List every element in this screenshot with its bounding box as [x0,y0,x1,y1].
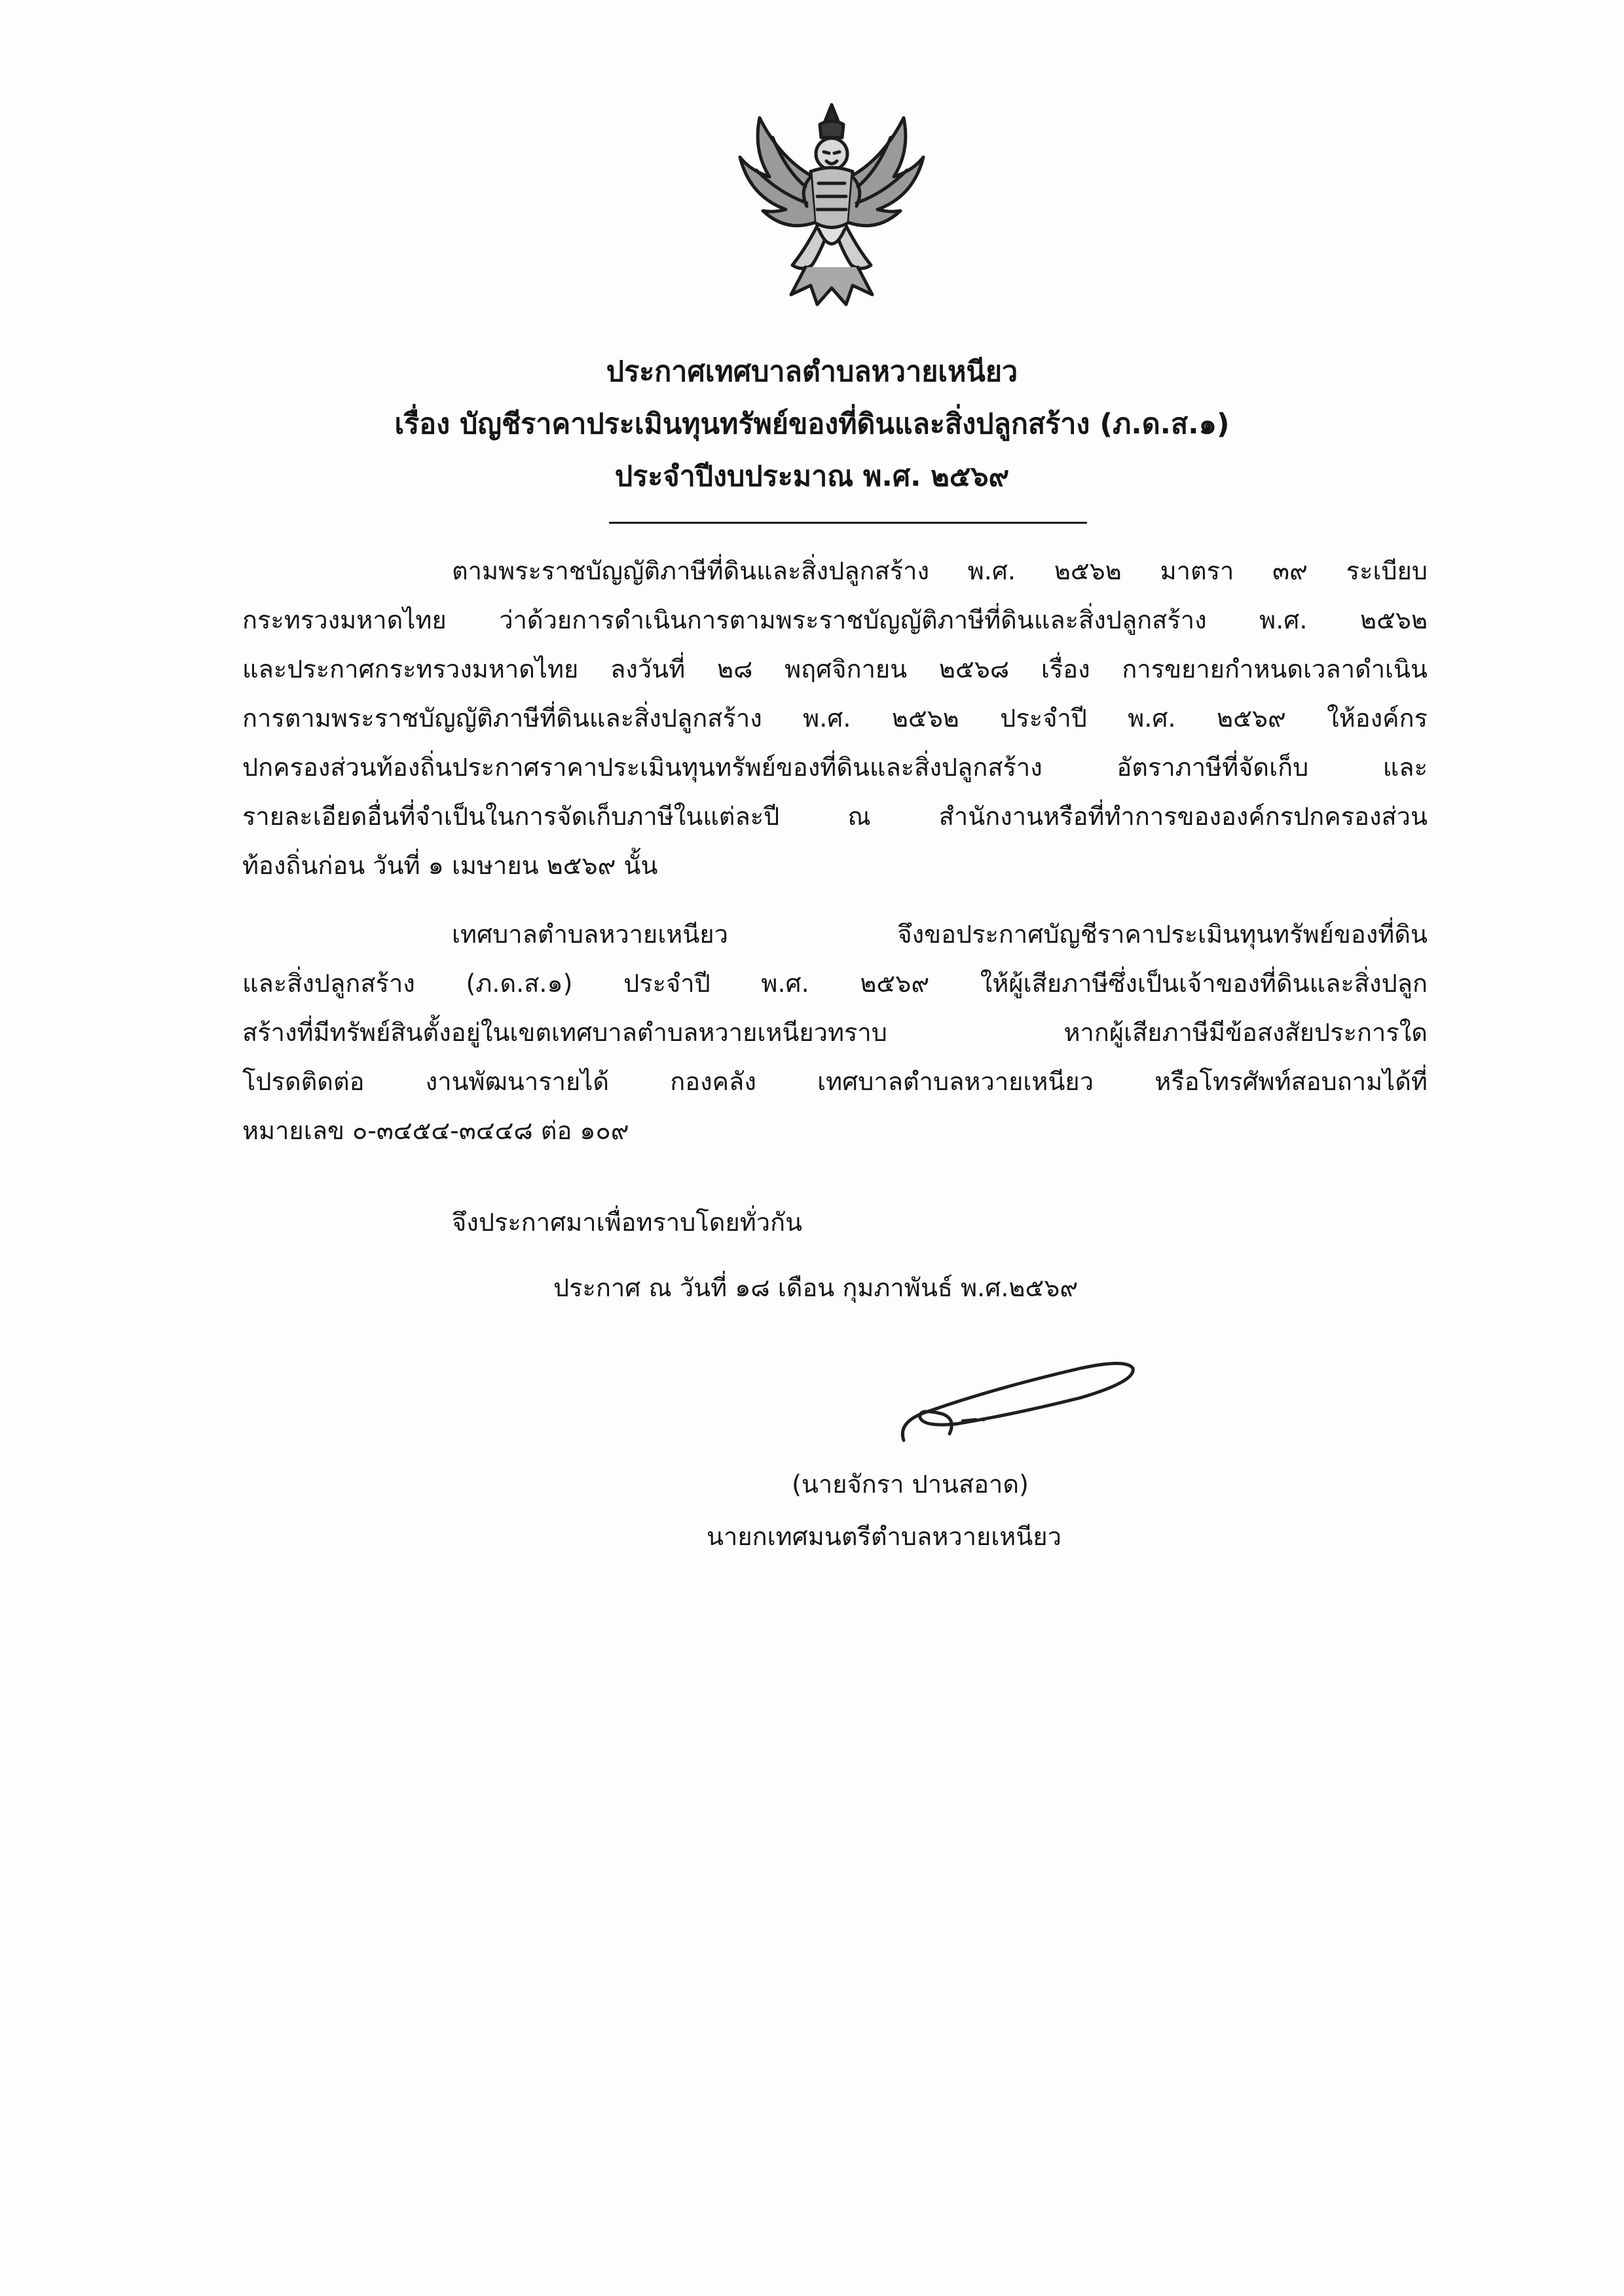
announcement-date: ประกาศ ณ วันที่ ๑๘ เดือน กุมภาพันธ์ พ.ศ.๒๕๖๙ [553,1273,1079,1302]
paragraph-2-line: สร้างที่มีทรัพย์สินตั้งอยู่ในเขตเทศบาลตำบลหวายเหนียวทราบ หากผู้เสียภาษีมีข้อสงสัยประการใด [242,1018,1428,1047]
paragraph-1-line: กระทรวงมหาดไทย ว่าด้วยการดำเนินการตามพระราชบัญญัติภาษีที่ดินและสิ่งปลูกสร้าง พ.ศ. ๒๕๖๒ [242,606,1428,634]
paragraph-1-line: ตามพระราชบัญญัติภาษีที่ดินและสิ่งปลูกสร้าง พ.ศ. ๒๕๖๒ มาตรา ๓๙ ระเบียบ [452,556,1428,585]
signer-name: (นายจักรา ปานสอาด) [792,1470,1029,1499]
paragraph-1-line: การตามพระราชบัญญัติภาษีที่ดินและสิ่งปลูกสร้าง พ.ศ. ๒๕๖๒ ประจำปี พ.ศ. ๒๕๖๙ ให้องค์กร [242,704,1428,733]
paragraph-2-line: เทศบาลตำบลหวายเหนียว จึงขอประกาศบัญชีราคาประเมินทุนทรัพย์ของที่ดิน [452,920,1428,949]
paragraph-2-line: และสิ่งปลูกสร้าง (ภ.ด.ส.๑) ประจำปี พ.ศ. ๒๕๖๙ ให้ผู้เสียภาษีซึ่งเป็นเจ้าของที่ดินและสิ่งปลูก [242,969,1428,998]
paragraph-1-line: ปกครองส่วนท้องถิ่นประกาศราคาประเมินทุนทรัพย์ของที่ดินและสิ่งปลูกสร้าง อัตราภาษีที่จัดเก็บ และ [242,753,1428,782]
paragraph-1-line: รายละเอียดอื่นที่จำเป็นในการจัดเก็บภาษีในแต่ละปี ณ สำนักงานหรือที่ทำการขององค์กรปกครองส่วน [242,802,1428,831]
announcement-subject: เรื่อง บัญชีราคาประเมินทุนทรัพย์ของที่ดินและสิ่งปลูกสร้าง (ภ.ด.ส.๑) [394,408,1230,441]
title-divider [609,522,1087,524]
paragraph-1-line: ท้องถิ่นก่อน วันที่ ๑ เมษายน ๒๕๖๙ นั้น [242,851,658,880]
announcement-title: ประกาศเทศบาลตำบลหวายเหนียว [606,355,1018,388]
paragraph-2-line: หมายเลข ๐-๓๔๕๔-๓๔๔๘ ต่อ ๑๐๙ [242,1116,629,1145]
closing-statement: จึงประกาศมาเพื่อทราบโดยทั่วกัน [452,1208,803,1237]
paragraph-2-line: โปรดติดต่อ งานพัฒนารายได้ กองคลัง เทศบาลตำบลหวายเหนียว หรือโทรศัพท์สอบถามได้ที่ [242,1067,1428,1096]
signer-position: นายกเทศมนตรีตำบลหวายเหนียว [707,1522,1061,1551]
garuda-emblem-icon [733,98,930,314]
handwritten-signature [884,1342,1146,1453]
paragraph-1-line: และประกาศกระทรวงมหาดไทย ลงวันที่ ๒๘ พฤศจิกายน ๒๕๖๘ เรื่อง การขยายกำหนดเวลาดำเนิน [242,655,1428,683]
announcement-fiscal-year: ประจำปีงบประมาณ พ.ศ. ๒๕๖๙ [614,460,1010,493]
